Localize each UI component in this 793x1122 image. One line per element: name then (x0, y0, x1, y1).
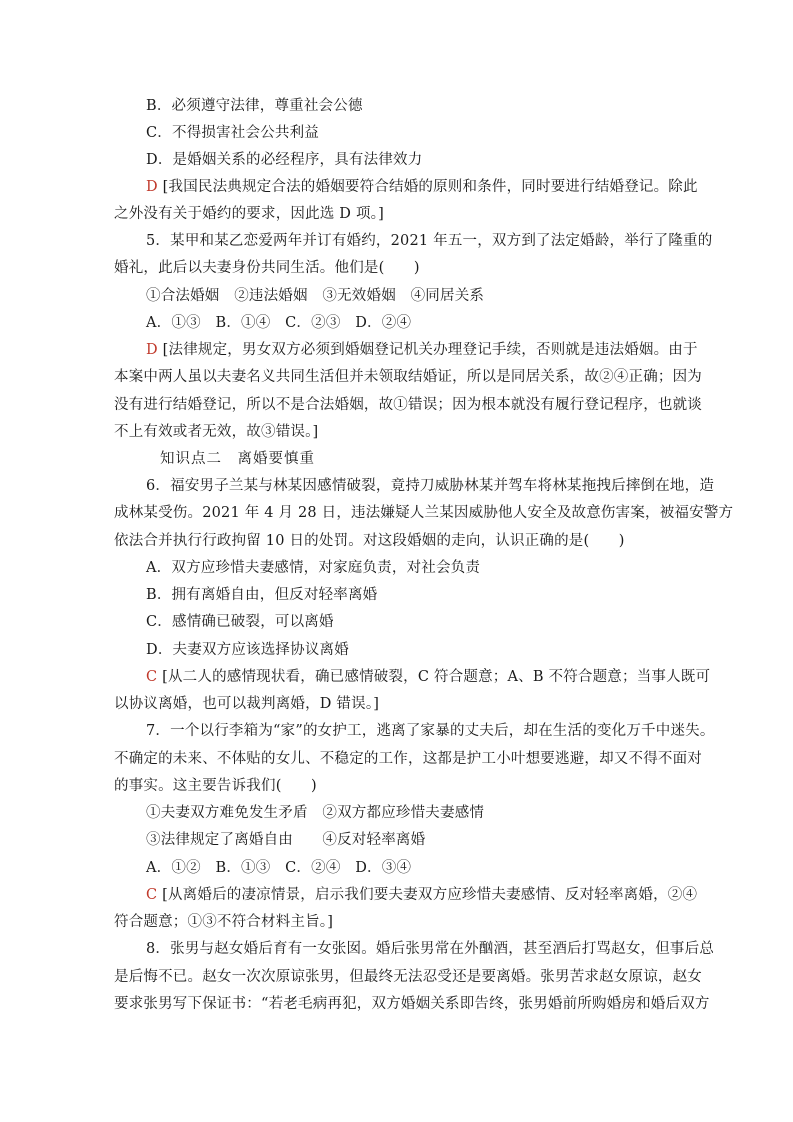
answer-q6-cont: 以协议离婚，也可以裁判离婚，D 错误。] (114, 696, 380, 712)
answer-q6: C [从二人的感情现状看，确已感情破裂，C 符合题意；A、B 不符合题意；当事人既可 (146, 669, 711, 685)
question-8: 8．张男与赵女婚后育有一女张囡。婚后张男常在外酗酒，甚至酒后打骂赵女，但事后总 (146, 941, 715, 957)
answer-letter: D (146, 179, 158, 195)
question-8-cont: 要求张男写下保证书：“若老毛病再犯，双方婚姻关系即告终，张男婚前所购婚房和婚后双方 (114, 996, 710, 1012)
answer-q4-cont: 之外没有关于婚约的要求，因此选 D 项。] (114, 206, 384, 222)
answer-letter: C (146, 669, 158, 685)
answer-q5-cont: 不上有效或者无效，故③错误。] (114, 424, 319, 440)
question-8-cont: 是后悔不已。赵女一次次原谅张男，但最终无法忍受还是要离婚。张男苦求赵女原谅，赵女 (114, 969, 702, 985)
question-7-cont: 不确定的未来、不体贴的女儿、不稳定的工作，这都是护工小叶想要逃避，却又不得不面对 (114, 751, 702, 767)
answer-q7: C [从离婚后的凄凉情景，启示我们要夫妻双方应珍惜夫妻感情、反对轻率离婚，②④ (146, 887, 698, 903)
items-q7: ③法律规定了离婚自由 ④反对轻率离婚 (146, 832, 426, 848)
options-q5: A．①③ B．①④ C．②③ D．②④ (146, 315, 412, 331)
question-5: 5．某甲和某乙恋爱两年并订有婚约，2021 年五一，双方到了法定婚龄，举行了隆重的 (146, 233, 713, 249)
option-c-q4: C．不得损害社会公共利益 (146, 125, 319, 141)
items-q7: ①夫妻双方难免发生矛盾 ②双方都应珍惜夫妻感情 (146, 805, 485, 821)
answer-q5: D [法律规定，男女双方必须到婚姻登记机关办理登记手续，否则就是违法婚姻。由于 (146, 342, 698, 358)
question-7-cont: 的事实。这主要告诉我们( ) (114, 778, 317, 794)
items-q5: ①合法婚姻 ②违法婚姻 ③无效婚姻 ④同居关系 (146, 288, 485, 304)
question-6: 6．福安男子兰某与林某因感情破裂，竟持刀威胁林某并驾车将林某拖拽后摔倒在地，造 (146, 478, 715, 494)
option-b-q6: B．拥有离婚自由，但反对轻率离婚 (146, 587, 378, 603)
option-b-q4: B．必须遵守法律，尊重社会公德 (146, 98, 363, 114)
option-d-q6: D．夫妻双方应该选择协议离婚 (146, 642, 349, 658)
options-q7: A．①② B．①③ C．②④ D．③④ (146, 860, 412, 876)
answer-letter: C (146, 887, 158, 903)
answer-letter: D (146, 342, 158, 358)
question-7: 7．一个以行李箱为“家”的女护工，逃离了家暴的丈夫后，却在生活的变化万千中迷失。 (146, 723, 715, 739)
answer-q4: D [我国民法典规定合法的婚姻要符合结婚的原则和条件，同时要进行结婚登记。除此 (146, 179, 698, 195)
question-6-cont: 依法合并执行行政拘留 10 日的处罚。对这段婚姻的走向，认识正确的是( ) (114, 533, 625, 549)
section-heading: 知识点二 离婚要慎重 (160, 451, 315, 467)
option-a-q6: A．双方应珍惜夫妻感情，对家庭负责，对社会负责 (146, 560, 481, 576)
option-c-q6: C．感情确已破裂，可以离婚 (146, 614, 334, 630)
option-d-q4: D．是婚姻关系的必经程序，具有法律效力 (146, 152, 423, 168)
answer-q7-cont: 符合题意；①③不符合材料主旨。] (114, 914, 334, 930)
question-6-cont: 成林某受伤。2021 年 4 月 28 日，违法嫌疑人兰某因威胁他人安全及故意伤害案，被福安警方 (114, 505, 734, 521)
answer-q5-cont: 没有进行结婚登记，所以不是合法婚姻，故①错误；因为根本就没有履行登记程序，也就谈 (114, 397, 702, 413)
answer-q5-cont: 本案中两人虽以夫妻名义共同生活但并未领取结婚证，所以是同居关系，故②④正确；因为 (114, 369, 702, 385)
question-5-cont: 婚礼，此后以夫妻身份共同生活。他们是( ) (114, 260, 420, 276)
